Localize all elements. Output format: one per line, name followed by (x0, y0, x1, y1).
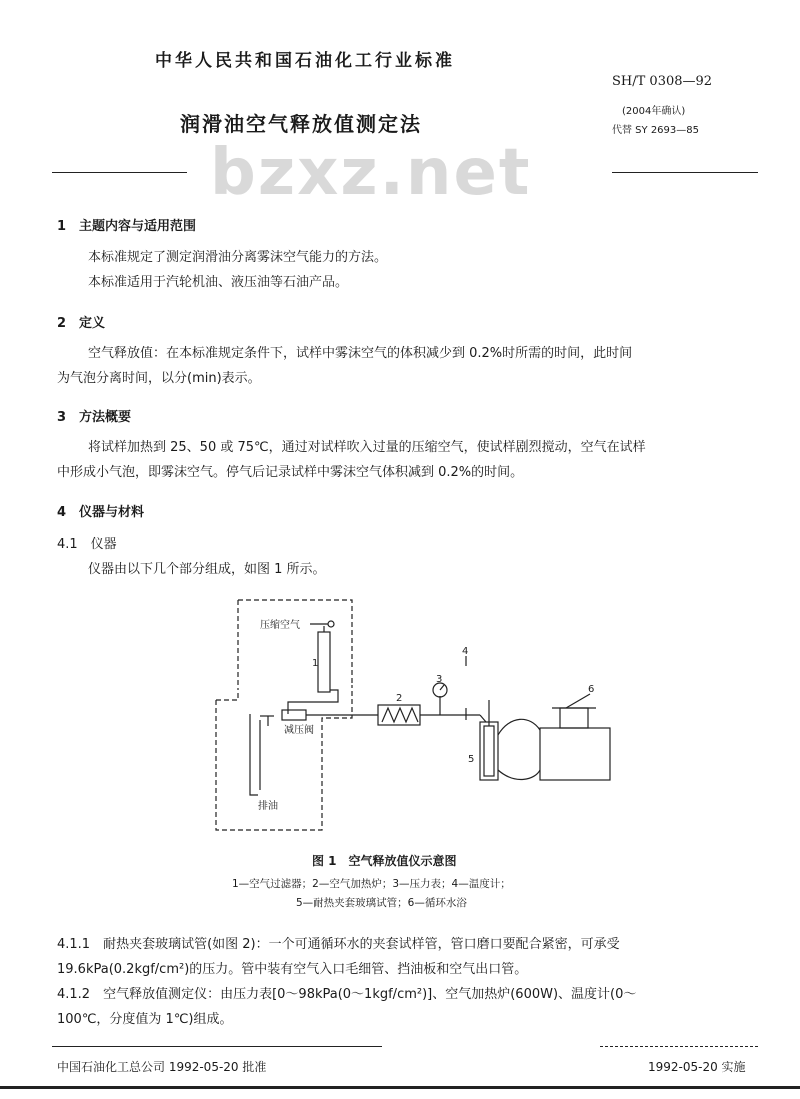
clause-line: 19.6kPa(0.2kgf/cm²)的压力。管中装有空气入口毛细管、挡油板和空气出口管。 (57, 962, 528, 977)
clause-line: 4.1.2 空气释放值测定仪：由压力表[0～98kPa(0～1kgf/cm²)]、空气加热炉(600W)、温度计(0～ (57, 987, 637, 1002)
subsection-heading: 4.1 仪器 (57, 537, 117, 552)
issuing-organization: 中华人民共和国石油化工行业标准 (155, 51, 455, 71)
figure-legend-line: 1—空气过滤器；2—空气加热炉；3—压力表；4—温度计； (232, 878, 511, 890)
section-line: 空气释放值：在本标准规定条件下，试样中雾沫空气的体积减少到 0.2%时所需的时间，此时间 (88, 346, 633, 361)
section-line: 本标准规定了测定润滑油分离雾沫空气能力的方法。 (88, 250, 388, 265)
label-5: 5 (468, 754, 475, 765)
subsection-line: 仪器由以下几个部分组成，如图 1 所示。 (88, 562, 326, 577)
approval-date: 中国石油化工总公司 1992-05-20 批准 (57, 1060, 267, 1074)
section-line: 为气泡分离时间，以分(min)表示。 (57, 371, 261, 386)
section-line: 中形成小气泡，即雾沫空气。停气后记录试样中雾沫空气体积减到 0.2%的时间。 (57, 465, 524, 480)
label-regulator: 减压阀 (284, 725, 314, 736)
label-4: 4 (462, 646, 469, 657)
header-rule-left (52, 172, 187, 173)
document-title: 润滑油空气释放值测定法 (180, 112, 422, 136)
section-heading: 2 定义 (57, 316, 106, 331)
label-compressed-air: 压缩空气 (260, 620, 300, 631)
section-line: 将试样加热到 25、50 或 75℃，通过对试样吹入过量的压缩空气，使试样剧烈搅动，空气在试样 (88, 440, 646, 455)
figure-caption: 图 1 空气释放值仪示意图 (312, 854, 457, 868)
apparatus-diagram (200, 590, 620, 840)
header-rule-right (612, 172, 758, 173)
page-bottom-border (0, 1086, 800, 1089)
standard-code: SH/T 0308—92 (612, 74, 713, 89)
reaffirmation-note: (2004年确认) (622, 106, 686, 117)
label-3: 3 (436, 674, 443, 685)
section-heading: 1 主题内容与适用范围 (57, 219, 197, 234)
watermark: bzxz.net (210, 136, 532, 210)
section-heading: 3 方法概要 (57, 410, 132, 425)
effective-date: 1992-05-20 实施 (648, 1060, 746, 1074)
replaces-note: 代替 SY 2693—85 (612, 125, 699, 136)
label-6: 6 (588, 684, 595, 695)
label-drain: 排油 (258, 801, 278, 812)
label-2: 2 (396, 693, 403, 704)
section-line: 本标准适用于汽轮机油、液压油等石油产品。 (88, 275, 349, 290)
label-1: 1 (312, 658, 319, 669)
figure-legend-line: 5—耐热夹套玻璃试管；6—循环水浴 (296, 897, 467, 909)
footer-rule-left (52, 1046, 382, 1047)
clause-line: 100℃，分度值为 1℃)组成。 (57, 1012, 233, 1027)
section-heading: 4 仪器与材料 (57, 505, 145, 520)
clause-line: 4.1.1 耐热夹套玻璃试管(如图 2)：一个可通循环水的夹套试样管，管口磨口要配合紧密，可承受 (57, 937, 620, 952)
footer-rule-right (600, 1046, 758, 1047)
